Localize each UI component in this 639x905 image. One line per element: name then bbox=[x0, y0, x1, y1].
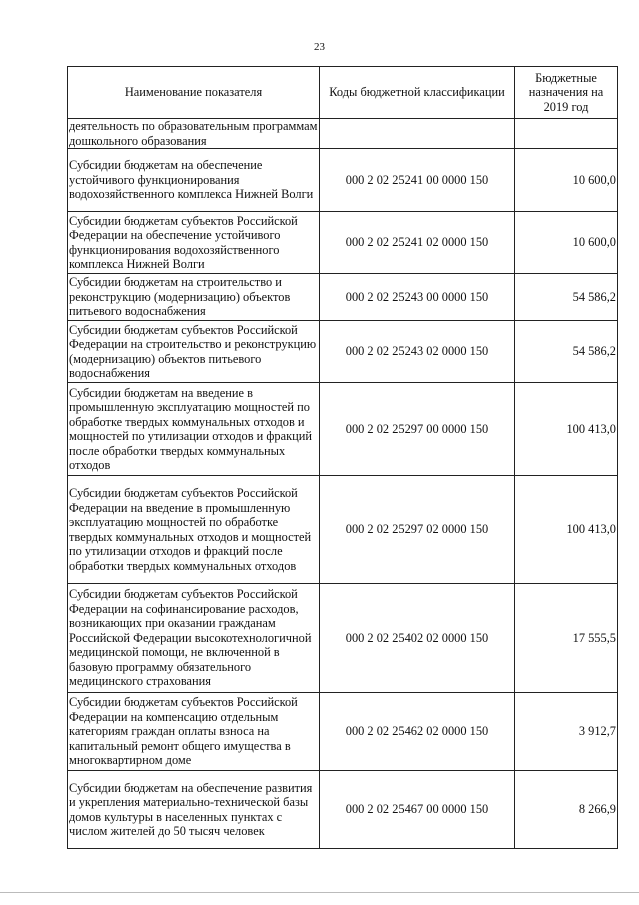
table-row bbox=[68, 584, 618, 693]
indicator-name-cell: Субсидии бюджетам субъектов Российской Федерации на обеспечение устойчивого функционирования водохозяйственного комплекса Нижней Волги bbox=[68, 212, 320, 274]
table-row bbox=[68, 212, 618, 274]
amount-cell: 100 413,0 bbox=[515, 476, 618, 584]
indicator-name-cell: Субсидии бюджетам на обеспечение развития и укрепления материально-технической базы домов культуры в населенных пунктах с числом жителей до 50 тысяч человек bbox=[68, 771, 320, 849]
header-budget-allocations: Бюджетные назначения на 2019 год bbox=[515, 67, 618, 119]
indicator-name-cell: деятельность по образовательным программам дошкольного образования bbox=[68, 119, 320, 149]
budget-code-cell: 000 2 02 25462 02 0000 150 bbox=[320, 693, 515, 771]
amount-cell: 54 586,2 bbox=[515, 321, 618, 383]
amount-cell: 17 555,5 bbox=[515, 584, 618, 693]
indicator-name-cell: Субсидии бюджетам на обеспечение устойчивого функционирования водохозяйственного комплекса Нижней Волги bbox=[68, 149, 320, 212]
header-row bbox=[68, 67, 618, 119]
indicator-name-cell: Субсидии бюджетам на строительство и реконструкцию (модернизацию) объектов питьевого водоснабжения bbox=[68, 274, 320, 321]
indicator-name-cell: Субсидии бюджетам субъектов Российской Федерации на строительство и реконструкцию (модернизацию) объектов питьевого водоснабжения bbox=[68, 321, 320, 383]
budget-code-cell: 000 2 02 25297 00 0000 150 bbox=[320, 383, 515, 476]
indicator-name-cell: Субсидии бюджетам субъектов Российской Федерации на софинансирование расходов, возникающих при оказании гражданам Российской Федерации высокотехнологичной медицинской помощи, не включенной в базовую программу обязательного медицинского страхования bbox=[68, 584, 320, 693]
budget-code-cell: 000 2 02 25243 02 0000 150 bbox=[320, 321, 515, 383]
budget-code-cell: 000 2 02 25297 02 0000 150 bbox=[320, 476, 515, 584]
amount-cell: 10 600,0 bbox=[515, 149, 618, 212]
table-row bbox=[68, 693, 618, 771]
amount-cell: 8 266,9 bbox=[515, 771, 618, 849]
budget-code-cell: 000 2 02 25241 02 0000 150 bbox=[320, 212, 515, 274]
table-row bbox=[68, 149, 618, 212]
amount-cell: 54 586,2 bbox=[515, 274, 618, 321]
budget-code-cell: 000 2 02 25402 02 0000 150 bbox=[320, 584, 515, 693]
amount-cell: 3 912,7 bbox=[515, 693, 618, 771]
table-body bbox=[68, 119, 618, 849]
header-budget-codes: Коды бюджетной классификации bbox=[320, 67, 515, 119]
table-row bbox=[68, 274, 618, 321]
indicator-name-cell: Субсидии бюджетам субъектов Российской Федерации на компенсацию отдельным категориям граждан оплаты взноса на капитальный ремонт общего имущества в многоквартирном доме bbox=[68, 693, 320, 771]
table-row bbox=[68, 771, 618, 849]
table-row bbox=[68, 383, 618, 476]
page-number: 23 bbox=[314, 41, 325, 53]
table-row bbox=[68, 321, 618, 383]
indicator-name-cell: Субсидии бюджетам субъектов Российской Федерации на введение в промышленную эксплуатацию мощностей по обработке твердых коммунальных отходов и мощностей по утилизации отходов и фракций после обработки твердых коммунальных отходов bbox=[68, 476, 320, 584]
table-row bbox=[68, 119, 618, 149]
budget-code-cell: 000 2 02 25467 00 0000 150 bbox=[320, 771, 515, 849]
budget-table bbox=[67, 66, 618, 849]
table-header bbox=[68, 67, 618, 119]
amount-cell: 100 413,0 bbox=[515, 383, 618, 476]
budget-code-cell: 000 2 02 25241 00 0000 150 bbox=[320, 149, 515, 212]
header-indicator-name: Наименование показателя bbox=[68, 67, 320, 119]
indicator-name-cell: Субсидии бюджетам на введение в промышленную эксплуатацию мощностей по обработке твердых коммунальных отходов и мощностей по утилизации отходов и фракций после обработки твердых коммунальных отходов bbox=[68, 383, 320, 476]
amount-cell: 10 600,0 bbox=[515, 212, 618, 274]
amount-cell bbox=[515, 119, 618, 149]
page-bottom-edge bbox=[0, 892, 639, 893]
table-row bbox=[68, 476, 618, 584]
budget-code-cell bbox=[320, 119, 515, 149]
budget-code-cell: 000 2 02 25243 00 0000 150 bbox=[320, 274, 515, 321]
